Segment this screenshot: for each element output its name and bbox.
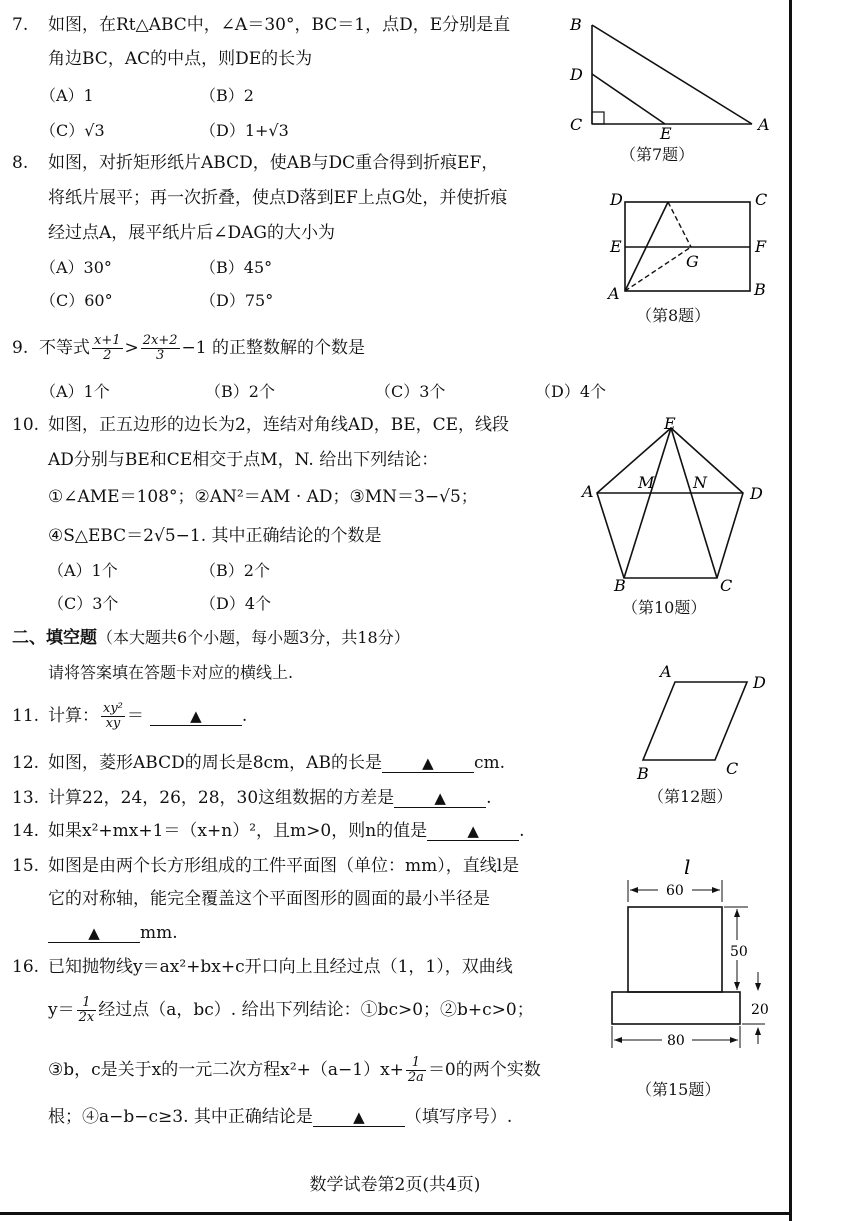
q15-label-width-bottom: 80 [667, 1033, 685, 1049]
q16-line1: 16. 已知抛物线y＝ax²+bx+c开口向上且经过点（1，1），双曲线 [12, 957, 513, 977]
q15-label-height-top: 50 [730, 944, 748, 960]
q12-answer-blank[interactable]: ▲ [382, 754, 474, 773]
q10-label-b: B [614, 576, 626, 595]
q16-fraction-1: $\frac{1}{2x}$ [78, 995, 95, 1025]
q15-line3: ▲ mm. [48, 922, 178, 944]
q7-option-d: （D）1+√3 [200, 121, 289, 140]
q10-caption: （第10题） [622, 598, 707, 617]
q12-label-d: D [753, 673, 766, 692]
q7-label-e: E [660, 124, 672, 140]
q9-fraction-2: $\frac{2x+2}{3}$ [142, 333, 178, 363]
q12-caption: （第12题） [648, 787, 733, 806]
q10-line4: ④S△EBC＝2√5−1. 其中正确结论的个数是 [48, 526, 382, 546]
q7-figure [560, 10, 780, 140]
q14-answer-blank[interactable]: ▲ [427, 822, 519, 841]
q9-fraction-1: $\frac{x+1}{2}$ [94, 333, 121, 363]
q10-label-n: N [693, 473, 707, 492]
q15-line1: 15. 如图是由两个长方形组成的工件平面图（单位：mm），直线l是 [12, 856, 520, 876]
section2-instruction: 请将答案填在答题卡对应的横线上. [48, 663, 294, 682]
q7-label-d: D [570, 65, 583, 84]
q7-line1: 7. 如图，在Rt△ABC中，∠A＝30°，BC＝1，点D，E分别是直 [12, 15, 511, 35]
q7-label-b: B [570, 15, 582, 34]
q10-option-a: （A）1个 [48, 561, 118, 580]
q8-label-g: G [686, 252, 699, 271]
q15-label-width-top: 60 [666, 883, 684, 899]
q16-line2: y＝ $\frac{1}{2x}$ 经过点（a，bc）. 给出下列结论：①bc>0；②b+c>0； [48, 995, 534, 1025]
q15-label-l: l [684, 855, 691, 879]
q12-label-b: B [637, 764, 649, 783]
q8-label-c: C [755, 190, 768, 209]
q8-figure [598, 185, 778, 305]
page-border-bottom [0, 1212, 792, 1215]
q10-label-d: D [750, 484, 763, 503]
q16-line4: 根；④a−b−c≥3. 其中正确结论是 ▲ （填写序号）. [48, 1107, 513, 1127]
q13-answer-blank[interactable]: ▲ [394, 789, 486, 808]
q8-label-d: D [610, 190, 623, 209]
q10-label-a: A [582, 482, 594, 501]
q12-line: 12. 如图，菱形ABCD的周长是8cm，AB的长是 ▲ cm. [12, 753, 505, 773]
q9-option-b: （B）2个 [205, 382, 275, 401]
q11-line: 11. 计算： $\frac{\text{xy²}}{xy}$ ＝ ▲ . [12, 701, 248, 731]
q8-line2: 将纸片展平；再一次折叠，使点D落到EF上点G处，并使折痕 [48, 188, 508, 208]
q16-answer-blank[interactable]: ▲ [313, 1108, 405, 1127]
q10-line2: AD分别与BE和CE相交于点M，N. 给出下列结论： [48, 450, 439, 470]
q7-option-a: （A）1 [40, 86, 94, 105]
q15-figure [600, 852, 785, 1074]
q8-option-a: （A）30° [40, 258, 112, 277]
q9-option-d: （D）4个 [535, 382, 607, 401]
q8-option-d: （D）75° [200, 291, 274, 310]
q12-label-a: A [660, 662, 672, 681]
q16-line3: ③b，c是关于x的一元二次方程x²+（a−1）x+ $\frac{1}{2a}$ ＝0的两个实数 [48, 1055, 541, 1085]
q15-answer-blank[interactable]: ▲ [48, 924, 140, 943]
q8-option-b: （B）45° [200, 258, 273, 277]
q12-label-c: C [726, 759, 739, 778]
q11-fraction: $\frac{\text{xy²}}{xy}$ [103, 701, 123, 731]
q7-line2: 角边BC，AC的中点，则DE的长为 [48, 49, 313, 69]
q16-fraction-2: $\frac{1}{2a}$ [407, 1055, 424, 1085]
q10-line3: ①∠AME＝108°；②AN²＝AM · AD；③MN＝3−√5； [48, 487, 478, 507]
q10-label-e: E [664, 415, 676, 433]
q10-option-d: （D）4个 [200, 594, 272, 613]
q10-label-c: C [720, 576, 733, 595]
q15-caption: （第15题） [636, 1080, 721, 1099]
q13-line: 13. 计算22，24，26，28，30这组数据的方差是 ▲ . [12, 788, 492, 808]
q9-option-c: （C）3个 [375, 382, 446, 401]
q14-line: 14. 如果x²+mx+1＝（x+n）²，且m>0，则n的值是 ▲ . [12, 821, 525, 841]
q10-line1: 10. 如图，正五边形的边长为2，连结对角线AD，BE，CE，线段 [12, 415, 510, 435]
q7-caption: （第7题） [620, 145, 695, 164]
q7-label-a: A [758, 115, 770, 134]
q8-label-b: B [754, 280, 766, 299]
q12-figure [620, 660, 780, 785]
q9-option-a: （A）1个 [40, 382, 110, 401]
page-border-right [789, 0, 792, 1221]
q7-option-b: （B）2 [200, 86, 254, 105]
q8-label-f: F [755, 237, 767, 256]
q8-line3: 经过点A，展平纸片后∠DAG的大小为 [48, 223, 336, 243]
q7-option-c: （C）√3 [40, 121, 105, 140]
q8-line1: 8. 如图，对折矩形纸片ABCD，使AB与DC重合得到折痕EF， [12, 153, 499, 173]
page-footer: 数学试卷第2页(共4页) [309, 1175, 481, 1195]
q8-option-c: （C）60° [40, 291, 113, 310]
q8-label-e: E [610, 237, 622, 256]
q7-label-c: C [570, 115, 583, 134]
q10-label-m: M [638, 473, 655, 492]
q15-label-height-bottom: 20 [751, 1002, 769, 1018]
q8-caption: （第8题） [636, 306, 711, 325]
q11-answer-blank[interactable]: ▲ [150, 707, 242, 726]
q8-label-a: A [608, 284, 620, 303]
section2-heading: 二、填空题（本大题共6个小题，每小题3分，共18分） [12, 628, 410, 648]
q9-line1: 9. 不等式 $\frac{x+1}{2}$ > $\frac{2x+2}{3}$ −1 的正整数解的个数是 [12, 333, 365, 363]
q15-line2: 它的对称轴，能完全覆盖这个平面图形的圆面的最小半径是 [48, 889, 490, 909]
q10-option-c: （C）3个 [48, 594, 119, 613]
q10-figure [580, 415, 780, 600]
q10-option-b: （B）2个 [200, 561, 270, 580]
